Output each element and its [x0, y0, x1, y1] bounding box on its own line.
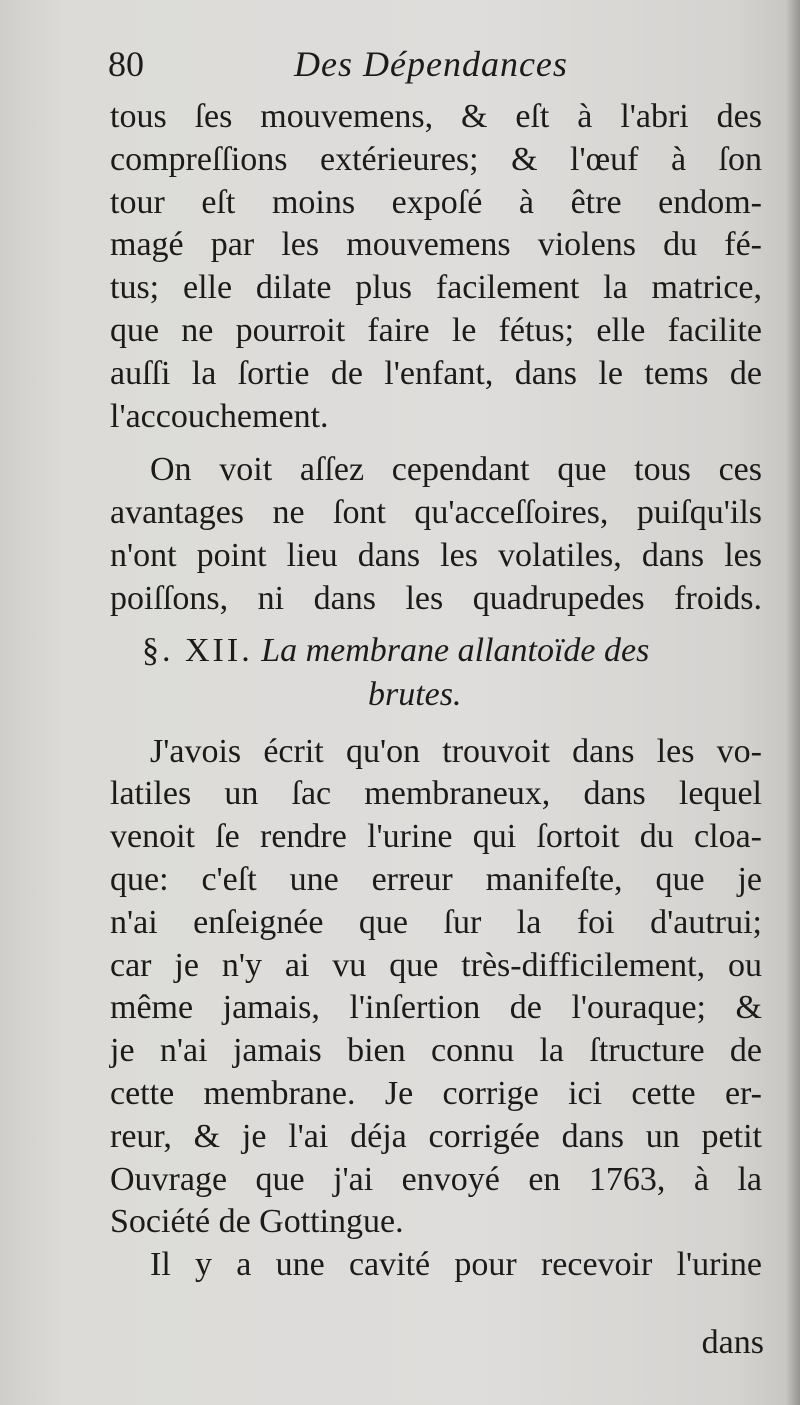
- text-line: n'ai enſeignée que ſur la foi d'autrui;: [110, 903, 762, 941]
- text-line: venoit ſe rendre l'urine qui ſortoit du cloa-: [110, 818, 762, 856]
- text-line: Il y a une cavité pour recevoir l'urine: [150, 1246, 762, 1284]
- running-title: Des Dépendances: [294, 44, 568, 84]
- body-text: [110, 96, 762, 1287]
- text-line: magé par les mouvemens violens du fé-: [110, 226, 762, 264]
- section-title-line-1: La membrane allantoïde des: [261, 631, 650, 669]
- text-line: l'accouchement.: [110, 397, 329, 435]
- text-line: poiſſons, ni dans les quadrupedes froids.: [110, 579, 762, 617]
- text-line: tous ſes mouvemens, & eſt à l'abri des: [110, 98, 762, 135]
- section-heading-line-1: [142, 629, 649, 673]
- text-line: même jamais, l'inſertion de l'ouraque; &: [110, 989, 762, 1027]
- text-line: tus; elle dilate plus facilement la matrice,: [110, 269, 762, 307]
- text-line: n'ont point lieu dans les volatiles, dans les: [110, 536, 762, 574]
- text-line: compreſſions extérieures; & l'œuf à ſon: [110, 140, 762, 178]
- section-heading: [110, 621, 762, 731]
- paragraph-gap: [110, 438, 762, 449]
- text-line: tour eſt moins expoſé à être endom-: [110, 183, 762, 221]
- text-line: Ouvrage que j'ai envoyé en 1763, à la: [110, 1160, 762, 1198]
- text-line: que: c'eſt une erreur manifeſte, que je: [110, 860, 762, 898]
- text-line: auſſi la ſortie de l'enfant, dans le tems de: [110, 354, 762, 392]
- text-line: reur, & je l'ai déja corrigée dans un petit: [110, 1117, 762, 1155]
- text-line: latiles un ſac membraneux, dans lequel: [110, 775, 762, 813]
- text-line: car je n'y ai vu que très-difficilement, ou: [110, 946, 762, 984]
- text-line: que ne pourroit faire le fétus; elle facilite: [110, 311, 762, 349]
- text-line: cette membrane. Je corrige ici cette er-: [110, 1074, 762, 1112]
- page-number: 80: [108, 44, 144, 84]
- text-line: Société de Gottingue.: [110, 1203, 404, 1241]
- text-line: avantages ne ſont qu'acceſſoires, puiſqu'ils: [110, 494, 762, 532]
- text-line: On voit aſſez cependant que tous ces: [150, 451, 762, 489]
- page-header: [108, 38, 768, 88]
- text-line: je n'ai jamais bien connu la ſtructure de: [110, 1032, 762, 1070]
- section-number: §. XII.: [142, 631, 253, 669]
- text-line: J'avois écrit qu'on trouvoit dans les vo-: [150, 732, 762, 770]
- page-gutter-shadow: [786, 0, 800, 1405]
- section-title-line-2: brutes.: [368, 675, 462, 713]
- catchword: dans: [701, 1324, 764, 1361]
